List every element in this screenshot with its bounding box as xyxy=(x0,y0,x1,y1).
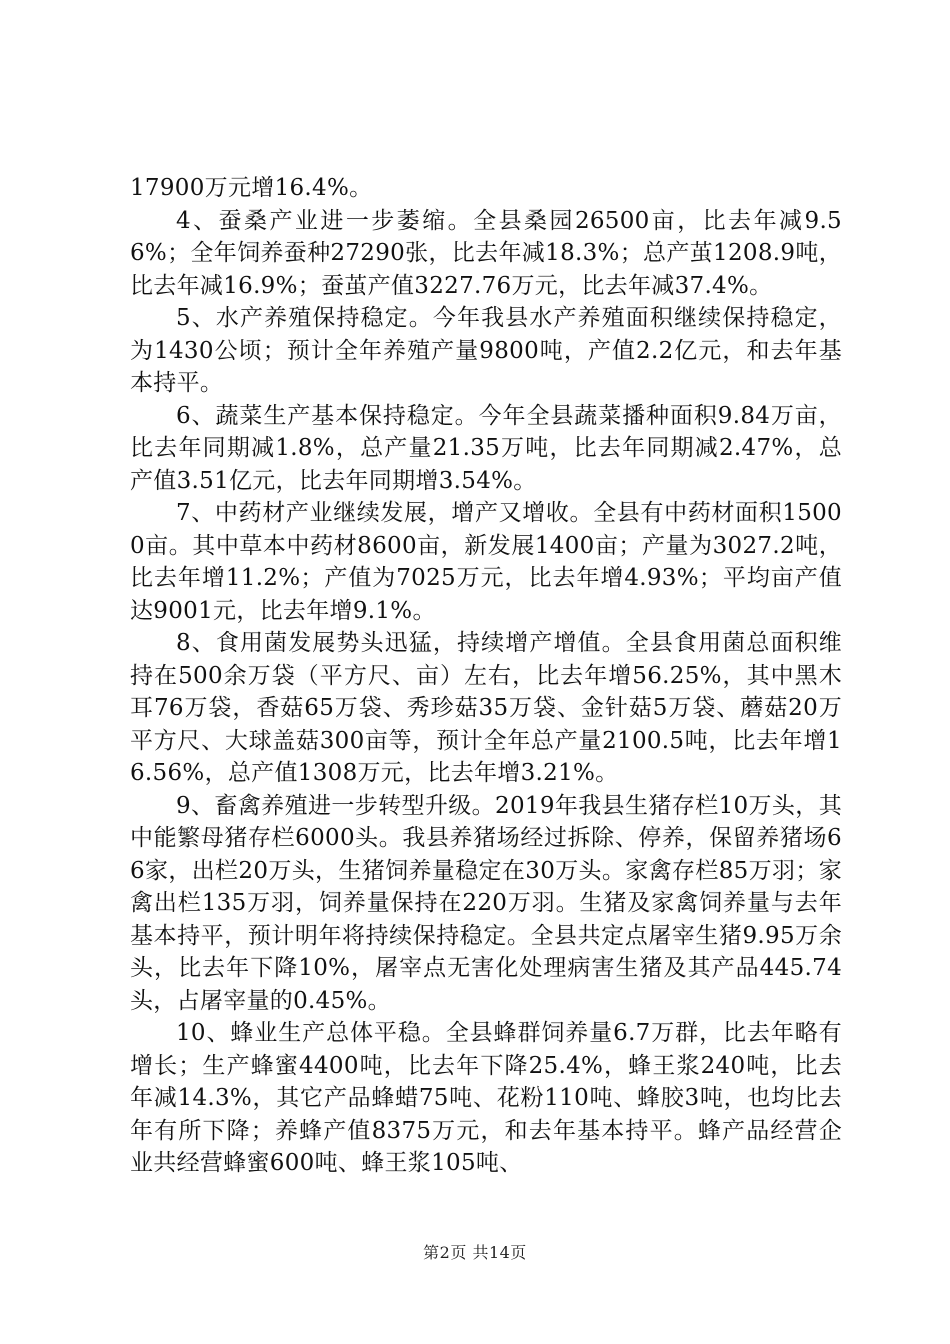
paragraph-sericulture: 4、蚕桑产业进一步萎缩。全县桑园26500亩，比去年减9.56%；全年饲养蚕种27290张，比去年减18.3%；总产茧1208.9吨，比去年减16.9%；蚕茧产值3227.76万元，比去年减37.4%。 xyxy=(130,207,842,299)
body-text xyxy=(130,172,842,1180)
paragraph-edible-fungi: 8、食用菌发展势头迅猛，持续增产增值。全县食用菌总面积维持在500余万袋（平方尺、亩）左右，比去年增56.25%，其中黑木耳76万袋，香菇65万袋、秀珍菇35万袋、金针菇5万袋、蘑菇20万平方尺、大球盖菇300亩等，预计全年总产量2100.5吨，比去年增16.56%，总产值1308万元，比去年增3.21%。 xyxy=(130,630,842,786)
paragraph-vegetables: 6、蔬菜生产基本保持稳定。今年全县蔬菜播种面积9.84万亩，比去年同期减1.8%，总产量21.35万吨，比去年同期减2.47%，总产值3.51亿元，比去年同期增3.54%。 xyxy=(130,402,842,494)
paragraph-aquaculture: 5、水产养殖保持稳定。今年我县水产养殖面积继续保持稳定，为1430公顷；预计全年养殖产量9800吨，产值2.2亿元，和去年基本持平。 xyxy=(130,305,842,396)
paragraph-livestock: 9、畜禽养殖进一步转型升级。2019年我县生猪存栏10万头，其中能繁母猪存栏6000头。我县养猪场经过拆除、停养，保留养猪场66家，出栏20万头，生猪饲养量稳定在30万头。家禽存栏85万羽；家禽出栏135万羽，饲养量保持在220万羽。生猪及家禽饲养量与去年基本持平，预计明年将持续保持稳定。全县共定点屠宰生猪9.95万余头，比去年下降10%，屠宰点无害化处理病害生猪及其产品445.74头，占屠宰量的0.45%。 xyxy=(130,792,842,1014)
paragraph-medicinal-herbs: 7、中药材产业继续发展，增产又增收。全县有中药材面积15000亩。其中草本中药材8600亩，新发展1400亩；产量为3027.2吨，比去年增11.2%；产值为7025万元，比去年增4.93%；平均亩产值达9001元，比去年增9.1%。 xyxy=(130,500,842,624)
page-number-footer: 第2页 共14页 xyxy=(423,1243,527,1262)
paragraph-continuation: 17900万元增16.4%。 xyxy=(130,175,373,201)
paragraph-apiculture: 10、蜂业生产总体平稳。全县蜂群饲养量6.7万群，比去年略有增长；生产蜂蜜4400吨，比去年下降25.4%，蜂王浆240吨，比去年减14.3%，其它产品蜂蜡75吨、花粉110吨、蜂胶3吨，也均比去年有所下降；养蜂产值8375万元，和去年基本持平。蜂产品经营企业共经营蜂蜜600吨、蜂王浆105吨、 xyxy=(130,1020,842,1176)
